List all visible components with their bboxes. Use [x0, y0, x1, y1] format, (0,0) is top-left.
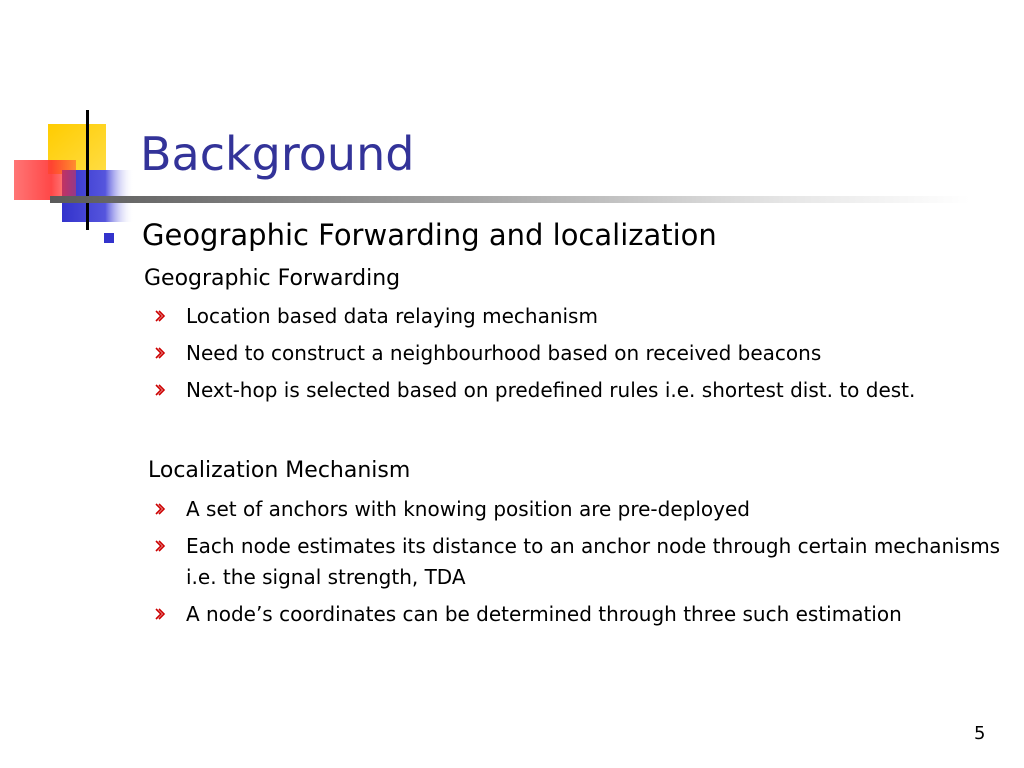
page-number: 5 — [974, 723, 986, 744]
list-item-text: Location based data relaying mechanism — [186, 304, 598, 328]
list-item-text: Each node estimates its distance to an anchor node through certain mechanisms i.e. the signal strength, TDA — [186, 534, 1001, 589]
list-item — [154, 338, 1014, 369]
geographic-forwarding-list — [154, 301, 1014, 412]
square-bullet-icon — [104, 233, 114, 243]
list-item — [154, 531, 1014, 593]
section-heading-localization-mechanism: Localization Mechanism — [148, 458, 411, 483]
localization-mechanism-list — [154, 494, 1014, 636]
chevron-right-icon — [154, 608, 166, 620]
chevron-right-icon — [154, 384, 166, 396]
decorative-squares-logo — [0, 0, 140, 240]
main-bullet-text: Geographic Forwarding and localization — [142, 218, 717, 252]
list-item-text: A set of anchors with knowing position are pre-deployed — [186, 497, 750, 521]
title-divider — [50, 196, 970, 203]
list-item-text: Next-hop is selected based on predefined rules i.e. shortest dist. to dest. — [186, 378, 916, 402]
list-item — [154, 301, 1014, 332]
list-item-text: A node’s coordinates can be determined through three such estimation — [186, 602, 902, 626]
chevron-right-icon — [154, 347, 166, 359]
section-heading-geographic-forwarding: Geographic Forwarding — [144, 266, 401, 291]
chevron-right-icon — [154, 503, 166, 515]
list-item — [154, 375, 1014, 406]
list-item-text: Need to construct a neighbourhood based on received beacons — [186, 341, 822, 365]
chevron-right-icon — [154, 310, 166, 322]
slide-title: Background — [140, 127, 415, 181]
chevron-right-icon — [154, 540, 166, 552]
list-item — [154, 494, 1014, 525]
list-item — [154, 599, 1014, 630]
